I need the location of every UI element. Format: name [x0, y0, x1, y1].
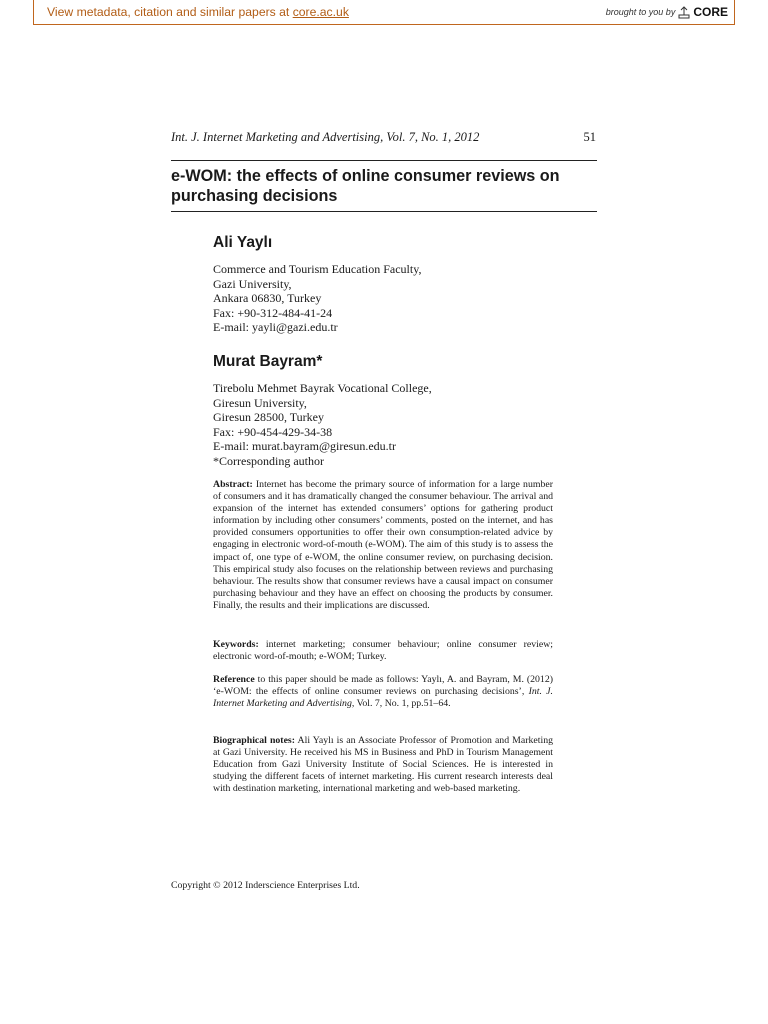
copyright-notice: Copyright © 2012 Inderscience Enterprises Ltd. [171, 880, 360, 891]
page-number: 51 [583, 130, 596, 144]
journal-citation: Int. J. Internet Marketing and Advertising, Vol. 7, No. 1, 2012 [171, 130, 480, 144]
affiliation-line: Giresun University, [213, 395, 307, 410]
affiliation-email: E-mail: murat.bayram@giresun.edu.tr [213, 439, 396, 454]
affiliation-line: Gazi University, [213, 276, 292, 291]
reference [213, 674, 553, 710]
core-brand-name: CORE [693, 5, 728, 19]
core-brand[interactable] [606, 0, 728, 24]
corresponding-author-note: *Corresponding author [213, 453, 324, 468]
brought-to-you-label: brought to you by [605, 7, 676, 17]
affiliation-line: Commerce and Tourism Education Faculty, [213, 262, 422, 276]
author-affiliation [213, 381, 553, 469]
reference-pages: , Vol. 7, No. 1, pp.51–64. [351, 698, 451, 710]
affiliation-line: Fax: +90-454-429-34-38 [213, 424, 333, 439]
author-affiliation [213, 262, 553, 335]
bio-label: Biographical notes: [213, 735, 295, 746]
core-banner [33, 0, 735, 25]
abstract-label: Abstract: [213, 479, 253, 490]
title-top-rule [171, 160, 597, 161]
author-name: Ali Yaylı [213, 234, 273, 251]
reference-journal: Int. J. Internet Marketing and Advertising [213, 686, 553, 710]
affiliation-line: Fax: +90-312-484-41-24 [213, 305, 333, 320]
bio-text: Ali Yaylı is an Associate Professor of Promotion and Marketing at Gazi University. He received his MS in Business and PhD in Tourism Management Education from Gazi University Institute of Social Sciences. He is interested in studying the different facets of internet marketing. His current research interests deal with destination marketing, international marketing and web-based marketing. [213, 735, 553, 795]
core-link-prefix: View metadata, citation and similar papers at [47, 5, 293, 19]
core-metadata-link[interactable] [47, 0, 349, 24]
core-logo-icon [678, 5, 690, 19]
abstract [213, 479, 553, 612]
keywords-text: internet marketing; consumer behaviour; online consumer review; electronic word-of-mouth; e-WOM; Turkey. [213, 639, 553, 663]
reference-text: to this paper should be made as follows: Yaylı, A. and Bayram, M. (2012) ‘e-WOM: the effects of online consumer reviews on purchasing decisions’, [213, 674, 553, 698]
author-name: Murat Bayram* [213, 353, 323, 370]
title-bottom-rule [171, 211, 597, 212]
biographical-notes [213, 735, 553, 795]
core-link-url[interactable]: core.ac.uk [292, 5, 349, 19]
affiliation-line: Giresun 28500, Turkey [213, 410, 325, 425]
affiliation-line: Ankara 06830, Turkey [213, 291, 322, 306]
abstract-text: Internet has become the primary source of information for a large number of consumers and it has dramatically changed the consumer behaviour. The arrival and expansion of the internet has extended consumers’ options for gathering product information by including other consumers’ comments, posted on the internet, and has provided consumers opportunities to offer their own consumption-related advice by engaging in electronic word-of-mouth (e-WOM). The aim of this study is to assess the impact of, one type of e-WOM, the online consumer review, on purchasing decision. This empirical study also focuses on the relationship between reviews and purchasing behaviour. The results show that consumer reviews have a causal impact on consumer purchasing behaviour and they have an effect on choosing the products by consumer. Finally, the results and their implications are discussed. [213, 479, 553, 611]
keywords-label: Keywords: [213, 639, 259, 650]
affiliation-email: E-mail: yayli@gazi.edu.tr [213, 320, 338, 335]
reference-label: Reference [213, 674, 255, 685]
affiliation-line: Tirebolu Mehmet Bayrak Vocational College, [213, 381, 432, 395]
paper-title: e-WOM: the effects of online consumer reviews on purchasing decisions [171, 167, 560, 205]
keywords [213, 639, 553, 663]
